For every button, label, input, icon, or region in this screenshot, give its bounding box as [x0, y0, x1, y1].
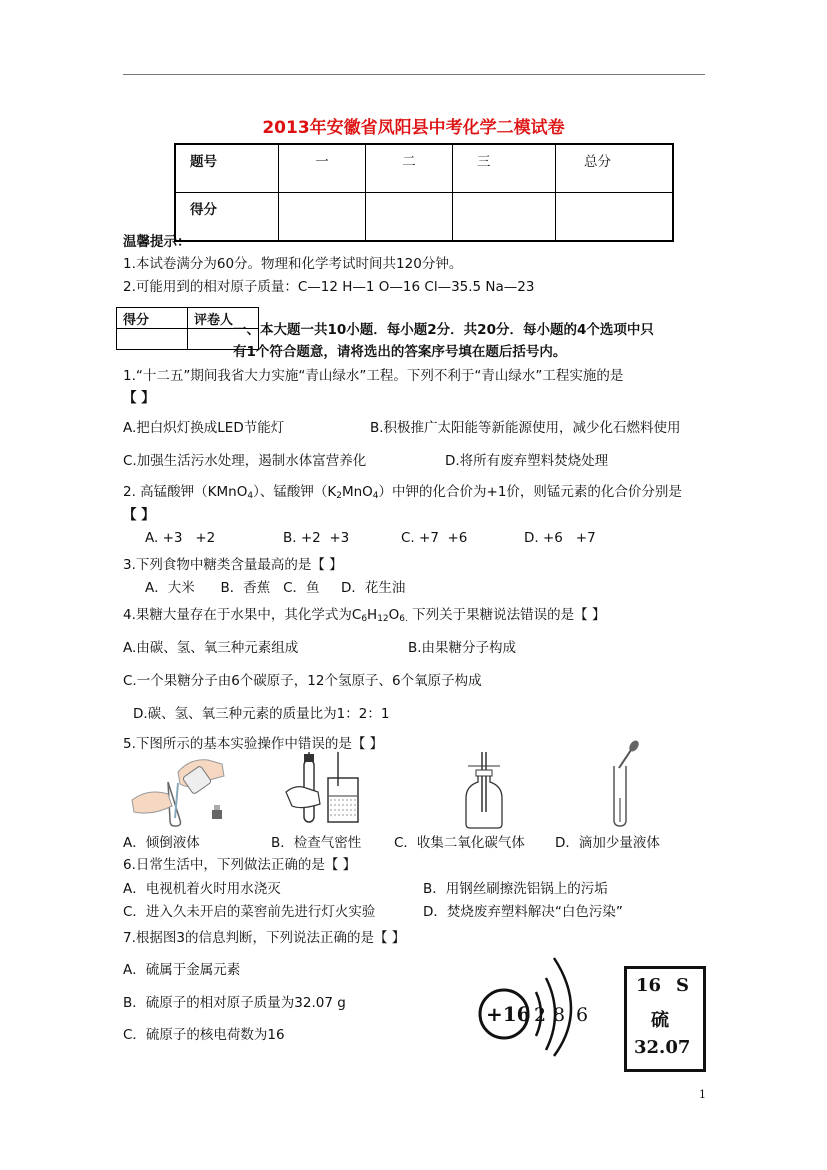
- q2-option-a: A. +3 +2: [145, 530, 216, 546]
- q4-stem: 4.果糖大量存在于水果中，其化学式为$C_6H_{12}O_{6.}$ 下列关于果糖说法错误的是【 】: [123, 607, 606, 624]
- tips-heading: 温馨提示：: [123, 234, 191, 250]
- q3-options: A．大米 B．香蕉 C．鱼 D．花生油: [145, 580, 406, 596]
- element-atomic-mass: 32.07: [634, 1037, 691, 1058]
- reviewer-cell: [117, 329, 188, 350]
- q2-option-c: C. +7 +6: [401, 530, 468, 546]
- airtightness-check-illustration: [282, 752, 372, 830]
- gas-collection-bottle-illustration: [462, 752, 512, 830]
- q4-option-d: D.碳、氢、氧三种元素的质量比为1：2：1: [133, 706, 390, 722]
- reviewer-table-score-label: 得分: [117, 308, 188, 329]
- q4-option-c: C.一个果糖分子由6个碳原子，12个氢原子、6个氧原子构成: [123, 673, 482, 689]
- score-cell: [279, 193, 366, 242]
- score-cell: [453, 193, 556, 242]
- atom-nucleus-charge: +16: [486, 1002, 531, 1026]
- q7-option-b: B．硫原子的相对原子质量为32.07 g: [123, 995, 346, 1011]
- element-symbol: S: [676, 975, 689, 996]
- q4-option-b: B.由果糖分子构成: [408, 640, 517, 656]
- q2-stem: 2. 高锰酸钾（KMnO$_4$）、锰酸钾$(K_2MnO_4)$中钾的化合价为+1价，则锰元素的化合价分别是: [123, 484, 682, 501]
- q6-option-b: B．用钢丝刷擦洗铝锅上的污垢: [423, 881, 608, 897]
- reviewer-table-reviewer-label: 评卷人: [188, 308, 259, 329]
- page-number: 1: [699, 1088, 706, 1101]
- tips-line-2: 2.可能用到的相对原子质量：C—12 H—1 O—16 Cl—35.5 Na—23: [123, 279, 535, 295]
- score-cell: [366, 193, 453, 242]
- score-cell: [556, 193, 674, 242]
- score-table-header-part3: 三: [453, 144, 556, 193]
- q5-option-c: C．收集二氧化碳气体: [394, 835, 525, 851]
- q4-option-a: A.由碳、氢、氧三种元素组成: [123, 640, 299, 656]
- q1-stem: 1.“十二五”期间我省大力实施“青山绿水”工程。下列不利于“青山绿水”工程实施的是: [123, 368, 624, 384]
- q2-option-d: D. +6 +7: [524, 530, 596, 546]
- q1-option-a: A.把白炽灯换成LED节能灯: [123, 420, 285, 436]
- score-table-header-total: 总分: [556, 144, 674, 193]
- element-name: 硫: [651, 1010, 669, 1031]
- score-table-header-part1: 一: [279, 144, 366, 193]
- dropper-test-tube-illustration: [608, 738, 648, 830]
- tips-line-1: 1.本试卷满分为60分。物理和化学考试时间共120分钟。: [123, 256, 463, 272]
- q6-stem: 6.日常生活中，下列做法正确的是【 】: [123, 857, 357, 873]
- q5-option-b: B．检查气密性: [271, 835, 362, 851]
- q7-stem: 7.根据图3的信息判断，下列说法正确的是【 】: [123, 930, 406, 946]
- atom-shell-1: 2: [534, 1004, 547, 1026]
- q7-option-c: C．硫原子的核电荷数为16: [123, 1027, 285, 1043]
- score-table-header-part2: 二: [366, 144, 453, 193]
- q3-stem: 3.下列食物中糖类含量最高的是【 】: [123, 557, 343, 573]
- element-atomic-number: 16: [636, 975, 662, 996]
- q5-option-d: D．滴加少量液体: [555, 835, 660, 851]
- q5-stem: 5.下图所示的基本实验操作中错误的是【 】: [123, 736, 384, 752]
- score-table: [174, 143, 674, 242]
- q1-bracket: 【 】: [123, 390, 155, 406]
- q5-option-a: A．倾倒液体: [123, 835, 200, 851]
- header-rule: [123, 74, 705, 75]
- atom-shell-2: 8: [553, 1004, 566, 1026]
- section-1-line-2: 有1个符合题意，请将选出的答案序号填在题后括号内。: [233, 344, 567, 360]
- section-1-line-1: 一、本大题一共10小题．每小题2分．共20分．每小题的4个选项中只: [233, 322, 654, 338]
- q2-option-b: B. +2 +3: [283, 530, 350, 546]
- q6-option-d: D．焚烧废弃塑料解决“白色污染”: [423, 904, 623, 920]
- q1-option-d: D.将所有废弃塑料焚烧处理: [445, 453, 609, 469]
- pour-liquid-illustration: [128, 750, 228, 830]
- q1-option-c: C.加强生活污水处理，遏制水体富营养化: [123, 453, 367, 469]
- q7-option-a: A．硫属于金属元素: [123, 962, 241, 978]
- score-table-header-label: 题号: [175, 144, 279, 193]
- q1-option-b: B.积极推广太阳能等新能源使用，减少化石燃料使用: [370, 420, 681, 436]
- atom-shell-3: 6: [576, 1004, 589, 1026]
- score-table-row-label: 得分: [175, 193, 279, 242]
- q2-bracket: 【 】: [123, 507, 155, 523]
- exam-title: 2013年安徽省凤阳县中考化学二模试卷: [262, 118, 565, 138]
- q6-option-c: C．进入久未开启的菜窖前先进行灯火实验: [123, 904, 376, 920]
- q6-option-a: A．电视机着火时用水浇灭: [123, 881, 281, 897]
